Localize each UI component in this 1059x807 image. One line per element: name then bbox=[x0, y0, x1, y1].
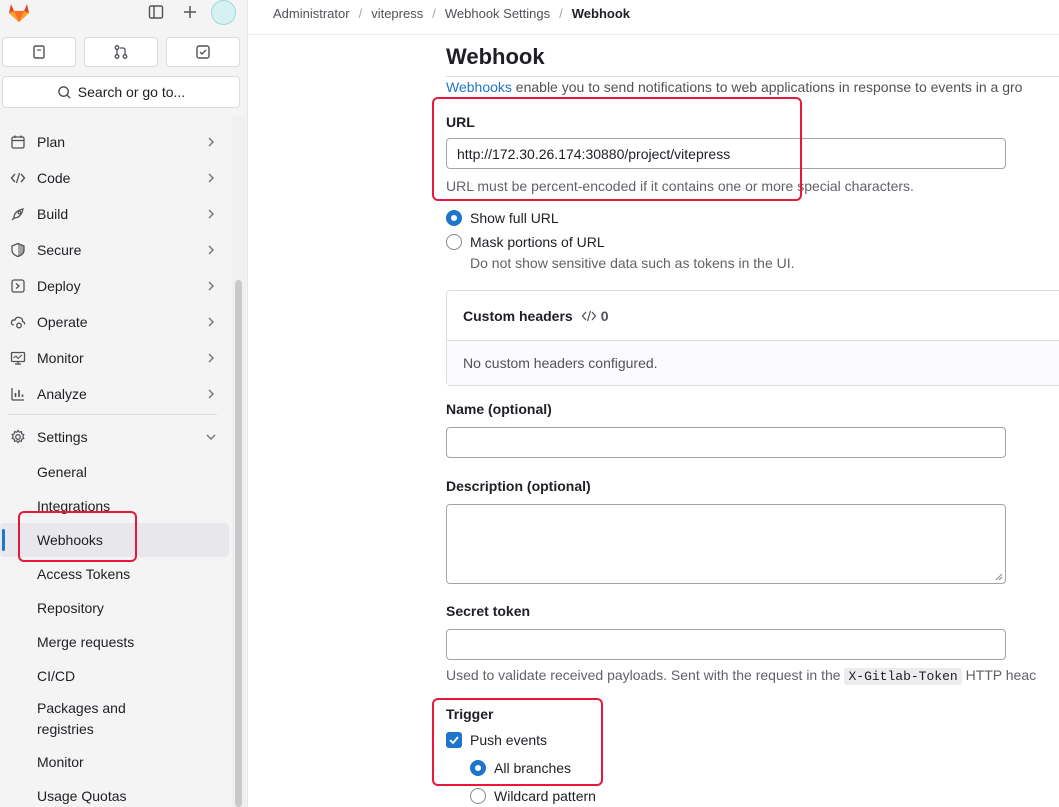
breadcrumb-separator: / bbox=[432, 5, 436, 21]
all-branches-label: All branches bbox=[494, 760, 572, 776]
chevron-right-icon bbox=[204, 387, 218, 401]
cloud-gear-icon bbox=[9, 313, 27, 331]
breadcrumb-current: Webhook bbox=[571, 5, 631, 21]
header-divider bbox=[248, 34, 1059, 35]
sidebar-subitem-label: Packages and registries bbox=[37, 700, 126, 737]
secret-token-help-tail: HTTP heac bbox=[961, 667, 1037, 683]
merge-requests-button[interactable] bbox=[84, 37, 158, 67]
merge-request-icon bbox=[113, 44, 129, 60]
sidebar-subitem-label: Repository bbox=[37, 600, 104, 616]
sidebar-subitem-label: Monitor bbox=[37, 754, 84, 770]
active-indicator bbox=[2, 529, 5, 551]
sidebar-subitem-packages[interactable] bbox=[0, 693, 232, 745]
sidebar-item-plan[interactable] bbox=[0, 124, 232, 160]
show-full-url-label: Show full URL bbox=[470, 210, 559, 226]
name-input[interactable] bbox=[446, 427, 1006, 458]
intro-text: enable you to send notifications to web applications in response to events in a gro bbox=[511, 79, 1023, 95]
nav-divider bbox=[8, 414, 217, 415]
sidebar-item-label: Monitor bbox=[37, 350, 84, 366]
chevron-right-icon bbox=[204, 171, 218, 185]
url-value: http://172.30.26.174:30880/project/vitepress bbox=[457, 145, 731, 162]
url-input[interactable] bbox=[446, 138, 1006, 169]
sidebar-subitem-integrations[interactable] bbox=[0, 489, 232, 523]
mask-url-label: Mask portions of URL bbox=[470, 234, 605, 250]
shield-icon bbox=[9, 241, 27, 259]
sidebar-subitem-merge-requests[interactable] bbox=[0, 625, 232, 659]
todos-button[interactable] bbox=[166, 37, 240, 67]
issues-icon bbox=[31, 44, 47, 60]
trigger-label: Trigger bbox=[446, 706, 494, 722]
sidebar-subitem-label: General bbox=[37, 464, 87, 480]
chevron-down-icon bbox=[204, 430, 218, 444]
all-branches-radio[interactable] bbox=[470, 760, 486, 776]
todo-icon bbox=[195, 44, 211, 60]
sidebar-subitem-repository[interactable] bbox=[0, 591, 232, 625]
quick-actions bbox=[2, 37, 240, 67]
chevron-right-icon bbox=[204, 279, 218, 293]
sidebar-subitem-label: Merge requests bbox=[37, 634, 135, 650]
sidebar-subitem-monitor[interactable] bbox=[0, 745, 232, 779]
breadcrumb-item[interactable]: vitepress bbox=[371, 5, 424, 21]
push-events-checkbox[interactable] bbox=[446, 732, 462, 748]
sidebar-subitem-ci-cd[interactable] bbox=[0, 659, 232, 693]
sidebar-subitem-general[interactable] bbox=[0, 455, 232, 489]
sidebar-item-analyze[interactable] bbox=[0, 376, 232, 412]
search-label: Search or go to... bbox=[77, 84, 186, 100]
breadcrumb-item[interactable]: Administrator bbox=[273, 5, 350, 21]
sidebar-nav bbox=[0, 124, 232, 807]
monitor-icon bbox=[9, 349, 27, 367]
page-intro bbox=[446, 79, 1022, 95]
secret-token-help-text: Used to validate received payloads. Sent with the request in the bbox=[446, 667, 845, 683]
issues-button[interactable] bbox=[2, 37, 76, 67]
url-help: URL must be percent-encoded if it contains one or more special characters. bbox=[446, 178, 914, 194]
wildcard-pattern-label: Wildcard pattern bbox=[494, 788, 596, 804]
secret-token-label: Secret token bbox=[446, 603, 531, 619]
breadcrumb-item[interactable]: Webhook Settings bbox=[444, 5, 551, 21]
sidebar-subitem-access-tokens[interactable] bbox=[0, 557, 232, 591]
sidebar-top-row bbox=[0, 0, 248, 26]
sidebar-item-deploy[interactable] bbox=[0, 268, 232, 304]
check-icon bbox=[446, 732, 462, 748]
title-divider bbox=[446, 76, 1059, 77]
description-label: Description (optional) bbox=[446, 478, 591, 494]
secret-token-help bbox=[446, 667, 1036, 684]
custom-headers-empty: No custom headers configured. bbox=[447, 341, 1059, 385]
plan-icon bbox=[9, 133, 27, 151]
sidebar-item-code[interactable] bbox=[0, 160, 232, 196]
mask-url-help: Do not show sensitive data such as tokens in the UI. bbox=[470, 255, 795, 271]
gitlab-logo-icon[interactable] bbox=[6, 0, 32, 24]
avatar[interactable] bbox=[211, 0, 236, 25]
sidebar-subitem-label: Webhooks bbox=[37, 532, 103, 548]
resize-handle-icon[interactable] bbox=[995, 573, 1003, 581]
plus-icon[interactable] bbox=[180, 2, 200, 22]
code-icon bbox=[581, 309, 597, 323]
sidebar-item-monitor[interactable] bbox=[0, 340, 232, 376]
chevron-right-icon bbox=[204, 351, 218, 365]
gitlab-token-code: X-Gitlab-Token bbox=[844, 668, 961, 685]
search-icon bbox=[57, 85, 72, 100]
secret-token-input[interactable] bbox=[446, 629, 1006, 660]
wildcard-pattern-radio[interactable] bbox=[470, 788, 486, 804]
chevron-right-icon bbox=[204, 243, 218, 257]
url-label: URL bbox=[446, 114, 475, 130]
sidebar-item-label: Deploy bbox=[37, 278, 81, 294]
code-icon bbox=[9, 169, 27, 187]
breadcrumb bbox=[273, 4, 630, 22]
chart-icon bbox=[9, 385, 27, 403]
sidebar-subitem-label: CI/CD bbox=[37, 668, 76, 684]
custom-headers-header bbox=[447, 291, 1059, 341]
sidebar-item-secure[interactable] bbox=[0, 232, 232, 268]
sidebar-item-label: Operate bbox=[37, 314, 88, 330]
sidebar-item-label: Build bbox=[37, 206, 69, 222]
custom-headers-title: Custom headers bbox=[463, 307, 573, 324]
sidebar-subitem-label: Usage Quotas bbox=[37, 788, 127, 804]
sidebar-subitem-label: Access Tokens bbox=[37, 566, 131, 582]
sidebar-item-label: Analyze bbox=[37, 386, 87, 402]
sidebar bbox=[0, 0, 248, 807]
search-button[interactable] bbox=[2, 76, 240, 108]
webhooks-docs-link[interactable]: Webhooks bbox=[446, 79, 512, 95]
custom-headers-card bbox=[446, 290, 1059, 386]
sidebar-item-label: Plan bbox=[37, 134, 66, 150]
rocket-icon bbox=[9, 205, 27, 223]
sidebar-item-settings[interactable] bbox=[0, 419, 232, 455]
show-full-url-radio[interactable] bbox=[446, 210, 462, 226]
chevron-right-icon bbox=[204, 315, 218, 329]
sidebar-item-label: Secure bbox=[37, 242, 82, 258]
sidebar-subitem-label: Integrations bbox=[37, 498, 111, 514]
sidebar-toggle-icon[interactable] bbox=[146, 2, 166, 22]
custom-headers-count-value: 0 bbox=[600, 307, 609, 324]
gear-icon bbox=[9, 428, 27, 446]
sidebar-item-operate[interactable] bbox=[0, 304, 232, 340]
custom-headers-count bbox=[581, 308, 609, 324]
sidebar-scrollbar[interactable] bbox=[235, 280, 242, 807]
sidebar-item-label: Code bbox=[37, 170, 71, 186]
sidebar-item-build[interactable] bbox=[0, 196, 232, 232]
breadcrumb-separator: / bbox=[559, 5, 563, 21]
chevron-right-icon bbox=[204, 207, 218, 221]
mask-url-radio[interactable] bbox=[446, 234, 462, 250]
sidebar-subitem-usage-quotas[interactable] bbox=[0, 779, 232, 807]
sidebar-item-label: Settings bbox=[37, 429, 88, 445]
breadcrumb-separator: / bbox=[358, 5, 363, 21]
chevron-right-icon bbox=[204, 135, 218, 149]
push-events-label: Push events bbox=[470, 732, 548, 748]
name-label: Name (optional) bbox=[446, 401, 552, 417]
sidebar-subitem-webhooks[interactable] bbox=[0, 523, 229, 557]
deploy-icon bbox=[9, 277, 27, 295]
description-textarea[interactable] bbox=[446, 504, 1006, 584]
page-title: Webhook bbox=[446, 44, 545, 69]
